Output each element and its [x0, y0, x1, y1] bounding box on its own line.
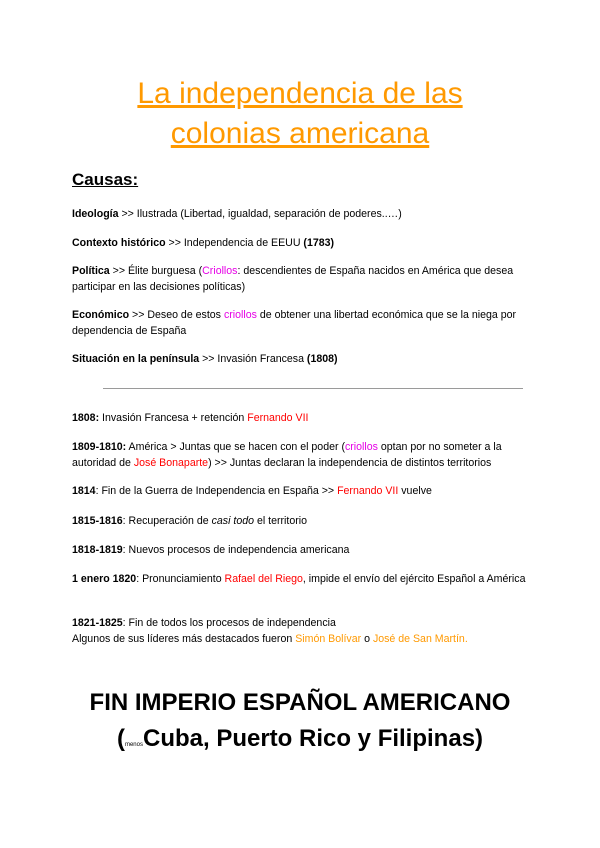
menos-note: menos: [124, 742, 143, 748]
leader-name: José de San Martín: [372, 633, 465, 645]
cause-peninsula: [72, 351, 534, 367]
timeline-text: : Nuevos procesos de independencia americana: [122, 544, 350, 556]
cause-text: >> Independencia de EEUU: [165, 237, 304, 249]
cause-text: >> Ilustrada (Libertad, igualdad, separación de poderes..…): [118, 208, 402, 220]
timeline-1809: [72, 439, 534, 471]
section-divider: [103, 388, 523, 389]
cause-label: Económico: [72, 309, 130, 321]
cause-label: Política: [72, 265, 110, 277]
person-name: José Bonaparte: [133, 457, 209, 469]
timeline-1815: [72, 513, 534, 529]
cause-economico: [72, 307, 534, 339]
leader-name: Simón Bolívar: [295, 633, 362, 645]
timeline-date: 1815-1816: [72, 515, 123, 527]
timeline-text: : Fin de todos los procesos de independencia: [122, 617, 336, 629]
timeline-text: , impide el envío del ejército Español a América: [302, 573, 526, 585]
timeline-text: Invasión Francesa + retención: [99, 412, 248, 424]
cause-text: >> Élite burguesa (: [109, 265, 203, 277]
timeline-date: 1808:: [72, 412, 100, 424]
timeline-italic: casi todo: [211, 515, 255, 527]
timeline-date: 1 enero 1820: [72, 573, 137, 585]
conclusion-line-1: FIN IMPERIO ESPAÑOL AMERICANO: [89, 689, 511, 716]
timeline-text: optan por no someter a la autoridad de: [72, 441, 502, 469]
cause-contexto: [72, 235, 534, 251]
timeline-text: : Recuperación de: [122, 515, 212, 527]
cause-label: Ideología: [72, 208, 119, 220]
criollos-highlight: criollos: [223, 309, 257, 321]
cause-politica: [72, 263, 534, 295]
timeline-1814: [72, 483, 534, 499]
timeline-date: 1809-1810:: [72, 441, 127, 453]
cause-ideologia: [72, 206, 534, 222]
timeline-date: 1818-1819: [72, 544, 123, 556]
cause-year: (1808): [306, 353, 338, 365]
timeline-1818: [72, 542, 534, 558]
conclusion-line-2: [0, 722, 600, 762]
causas-heading: Causas:: [72, 170, 139, 189]
cause-label: Situación en la península: [72, 353, 200, 365]
cause-text: : descendientes de España nacidos en América que desea participar en las decisiones políticas): [72, 265, 514, 293]
timeline-text: América > Juntas que se hacen con el poder (: [126, 441, 345, 453]
timeline-date: 1814: [72, 485, 96, 497]
cause-text: >> Deseo de estos: [129, 309, 224, 321]
period: .: [464, 633, 468, 645]
timeline-text: Algunos de sus líderes más destacados fueron: [72, 633, 296, 645]
timeline-text: ) >> Juntas declaran la independencia de distintos territorios: [208, 457, 492, 469]
cause-label: Contexto histórico: [72, 237, 166, 249]
cause-text: de obtener una libertad económica que se la niega por dependencia de España: [72, 309, 517, 337]
title-line-2: colonias americana: [170, 117, 430, 150]
timeline-text: el territorio: [254, 515, 307, 527]
timeline-text: o: [361, 633, 373, 645]
person-name: Fernando VII: [337, 485, 399, 497]
timeline-1821: [72, 615, 534, 647]
page-title: [0, 74, 600, 154]
timeline-date: 1821-1825: [72, 617, 123, 629]
open-paren: (: [116, 725, 125, 752]
timeline-1808: [72, 410, 534, 426]
timeline-1820: [72, 571, 534, 587]
timeline-text: : Pronunciamiento: [136, 573, 225, 585]
criollos-highlight: criollos: [344, 441, 378, 453]
person-name: Rafael del Riego: [224, 573, 303, 585]
conclusion-text: Cuba, Puerto Rico y Filipinas): [142, 725, 484, 752]
person-name: Fernando VII: [247, 412, 309, 424]
timeline-text: vuelve: [398, 485, 432, 497]
title-line-1: La independencia de las: [137, 77, 463, 110]
cause-text: >> Invasión Francesa: [199, 353, 307, 365]
timeline-text: : Fin de la Guerra de Independencia en España >>: [95, 485, 338, 497]
cause-year: (1783): [303, 237, 335, 249]
criollos-highlight: Criollos: [202, 265, 238, 277]
